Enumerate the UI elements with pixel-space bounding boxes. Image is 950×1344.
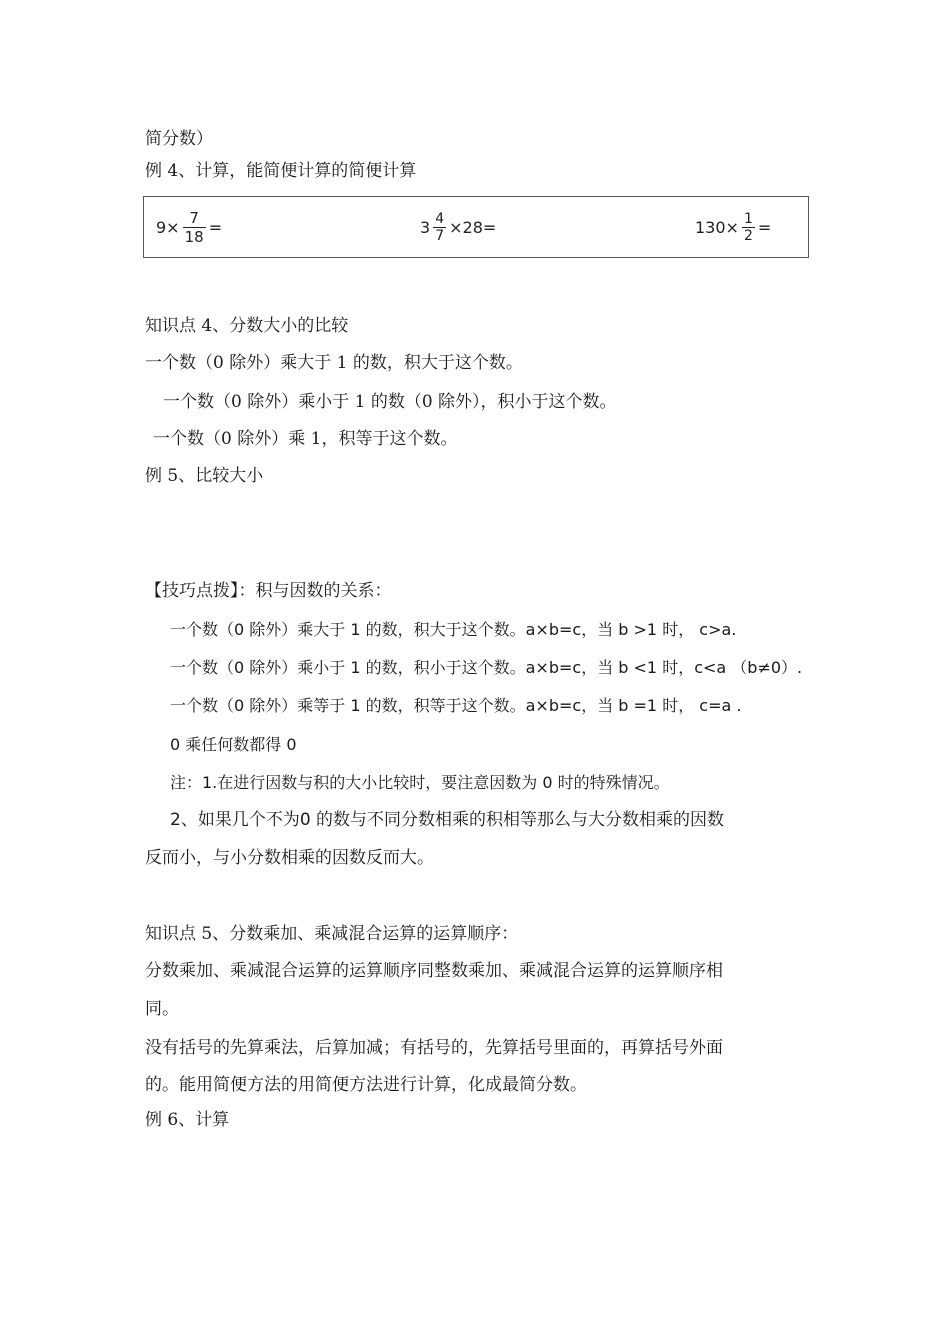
numerator: 1 xyxy=(743,210,753,227)
denominator: 2 xyxy=(743,227,753,244)
whole-part: 3 xyxy=(420,217,431,237)
rule-line: 一个数（0 除外）乘小于 1 的数（0 除外），积小于这个数。 xyxy=(163,392,617,412)
paragraph-line: 同。 xyxy=(145,999,179,1019)
denominator: 18 xyxy=(184,227,204,246)
fraction xyxy=(433,211,446,244)
expression-2 xyxy=(420,197,496,257)
numerator: 4 xyxy=(435,210,445,227)
expression-tail: ×28= xyxy=(449,217,497,237)
expression-lead: 9× xyxy=(156,217,180,237)
fraction xyxy=(183,209,206,246)
paragraph-line: 的。能用简便方法的用简便方法进行计算，化成最简分数。 xyxy=(145,1075,587,1095)
denominator: 7 xyxy=(435,227,445,244)
expression-3 xyxy=(695,197,771,257)
expression-tail: = xyxy=(757,217,772,237)
numerator: 7 xyxy=(189,208,199,227)
tip-line: 一个数（0 除外）乘等于 1 的数，积等于这个数。a×b=c，当 b =1 时， c=a . xyxy=(170,696,742,715)
paragraph-line: 分数乘加、乘减混合运算的运算顺序同整数乘加、乘减混合运算的运算顺序相 xyxy=(145,961,723,981)
fraction xyxy=(742,211,755,244)
rule-line: 一个数（0 除外）乘大于 1 的数，积大于这个数。 xyxy=(145,353,523,373)
note-line: 反而小，与小分数相乘的因数反而大。 xyxy=(145,848,434,868)
rule-line: 一个数（0 除外）乘 1，积等于这个数。 xyxy=(153,429,458,449)
knowledge-point-4-title: 知识点 4、分数大小的比较 xyxy=(145,316,349,336)
expression-tail: = xyxy=(208,217,223,237)
example-6-heading: 例 6、计算 xyxy=(145,1110,230,1130)
note-line: 注：1.在进行因数与积的大小比较时，要注意因数为 0 时的特殊情况。 xyxy=(170,773,670,792)
example-5-heading: 例 5、比较大小 xyxy=(145,466,264,486)
paragraph-line: 没有括号的先算乘法，后算加减；有括号的，先算括号里面的，再算括号外面 xyxy=(145,1038,723,1058)
expression-1 xyxy=(156,197,222,257)
tip-line: 一个数（0 除外）乘小于 1 的数，积小于这个数。a×b=c，当 b <1 时，c<a （b≠0）. xyxy=(170,658,803,677)
text-line: 简分数） xyxy=(145,129,213,149)
example-4-heading: 例 4、计算，能简便计算的简便计算 xyxy=(145,161,417,181)
note-line: 2、如果几个不为0 的数与不同分数相乘的积相等那么与大分数相乘的因数 xyxy=(170,810,725,830)
example-4-expressions-box xyxy=(143,196,809,258)
expression-lead: 130× xyxy=(695,217,739,237)
tip-line: 0 乘任何数都得 0 xyxy=(170,735,297,754)
tip-title: 【技巧点拨】：积与因数的关系： xyxy=(145,581,392,601)
knowledge-point-5-title: 知识点 5、分数乘加、乘减混合运算的运算顺序： xyxy=(145,924,519,944)
tip-line: 一个数（0 除外）乘大于 1 的数，积大于这个数。a×b=c，当 b >1 时， c>a. xyxy=(170,620,737,639)
